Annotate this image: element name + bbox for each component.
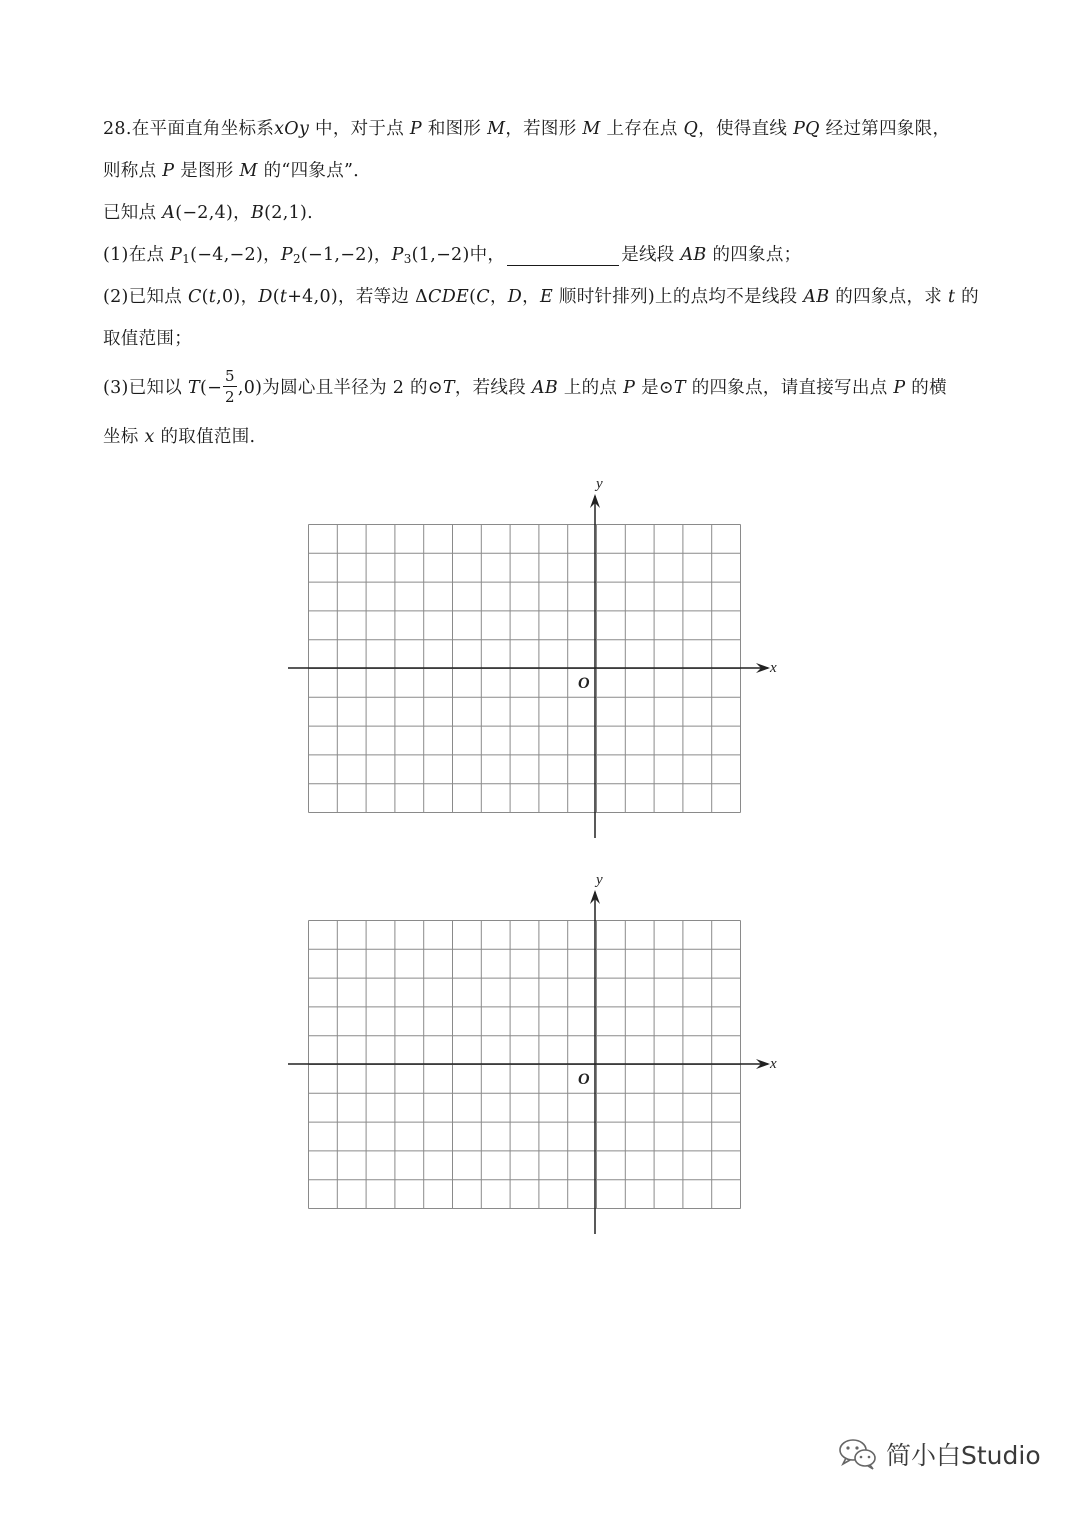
text: 已知点 <box>103 203 163 223</box>
origin-label: O <box>578 1071 590 1088</box>
text: 中，对于点 <box>309 119 410 139</box>
text: 取值范围； <box>103 329 192 349</box>
text: (3)已知以 <box>103 378 188 398</box>
text: (2)已知点 <box>103 287 188 307</box>
watermark-text: 简小白Studio <box>886 1441 1041 1470</box>
text: ， <box>489 287 508 307</box>
text: 的“四象点”． <box>257 161 372 181</box>
y-axis-label: y <box>596 476 603 492</box>
subscript: 3 <box>403 252 412 266</box>
text: ，若图形 <box>505 119 583 139</box>
text: 的 <box>955 287 979 307</box>
text: ，若线段 <box>454 378 532 398</box>
subscript: 1 <box>182 252 191 266</box>
var-E: E <box>539 287 554 307</box>
text: 的横 <box>905 378 947 398</box>
question-2 <box>103 276 983 318</box>
subscript: 2 <box>292 252 301 266</box>
var-t: t <box>279 287 288 307</box>
text: (−2,4)， <box>175 203 251 223</box>
var-AB: AB <box>680 245 707 265</box>
coordinate-grid-2 <box>280 868 790 1238</box>
problem-line-2 <box>103 150 983 192</box>
question-3-cont <box>103 416 983 458</box>
problem-text <box>103 108 983 458</box>
text: ，使得直线 <box>698 119 794 139</box>
var-CDE: CDE <box>428 287 470 307</box>
question-1 <box>103 234 983 276</box>
text: ,0)为圆心且半径为 2 的⊙ <box>237 378 443 398</box>
text: 是图形 <box>174 161 240 181</box>
grid-svg <box>280 868 790 1238</box>
text: 上的点 <box>557 378 624 398</box>
var-C: C <box>187 287 202 307</box>
var-Q: Q <box>683 119 699 139</box>
text: 和图形 <box>421 119 488 139</box>
var-AB: AB <box>531 378 558 398</box>
text: 则称点 <box>103 161 163 181</box>
var-PQ: PQ <box>793 119 820 139</box>
known-points <box>103 192 983 234</box>
text: 是线段 <box>621 245 681 265</box>
coord-system: xOy <box>274 119 310 139</box>
var-P: P <box>409 119 422 139</box>
text: 是⊙ <box>635 378 674 398</box>
var-T: T <box>442 378 455 398</box>
fraction-numerator: 5 <box>225 367 235 385</box>
text: +4,0)，若等边 Δ <box>287 287 429 307</box>
text: 的四象点，求 <box>829 287 948 307</box>
wechat-icon <box>838 1437 878 1471</box>
text: (− <box>199 378 223 398</box>
var-M: M <box>487 119 506 139</box>
var-P: P <box>280 245 293 265</box>
var-B: B <box>250 203 265 223</box>
x-axis-label: x <box>770 660 777 676</box>
origin-label: O <box>578 675 590 692</box>
text: 坐标 <box>103 427 145 447</box>
answer-blank[interactable] <box>507 245 619 266</box>
var-C: C <box>476 287 490 307</box>
var-P: P <box>893 378 906 398</box>
text: 的四象点； <box>706 245 802 265</box>
question-2-cont <box>103 318 983 360</box>
var-AB: AB <box>803 287 830 307</box>
x-axis-label: x <box>770 1056 777 1072</box>
text: 上存在点 <box>600 119 684 139</box>
text: ( <box>469 287 477 307</box>
text: ， <box>522 287 540 307</box>
var-x: x <box>144 427 155 447</box>
var-D: D <box>258 287 273 307</box>
fraction-denominator: 2 <box>225 388 235 406</box>
text: 的取值范围. <box>154 427 256 447</box>
var-P: P <box>170 245 183 265</box>
problem-line-1 <box>103 108 983 150</box>
y-axis-label: y <box>596 872 603 888</box>
var-M: M <box>239 161 258 181</box>
var-A: A <box>162 203 176 223</box>
var-P: P <box>391 245 404 265</box>
text: (1)在点 <box>103 245 171 265</box>
text: ,0)， <box>216 287 259 307</box>
var-P: P <box>162 161 175 181</box>
var-P: P <box>623 378 636 398</box>
text: ( <box>201 287 209 307</box>
text: 28.在平面直角坐标系 <box>103 119 275 139</box>
text: ( <box>272 287 280 307</box>
text: (−1,−2)， <box>300 245 392 265</box>
text: (1,−2)中， <box>411 245 506 265</box>
text: 顺时针排列)上的点均不是线段 <box>553 287 804 307</box>
text: (−4,−2)， <box>190 245 281 265</box>
var-T: T <box>187 378 200 398</box>
question-3 <box>103 360 983 416</box>
var-t: t <box>208 287 217 307</box>
var-t: t <box>947 287 956 307</box>
grid-svg <box>280 472 790 842</box>
var-M: M <box>582 119 601 139</box>
coordinate-grid-1 <box>280 472 790 842</box>
var-T: T <box>673 378 686 398</box>
fraction <box>223 366 237 407</box>
text: (2,1). <box>264 203 313 223</box>
text: 经过第四象限， <box>819 119 951 139</box>
watermark <box>838 1432 1041 1476</box>
var-D: D <box>507 287 523 307</box>
text: 的四象点，请直接写出点 <box>685 378 894 398</box>
